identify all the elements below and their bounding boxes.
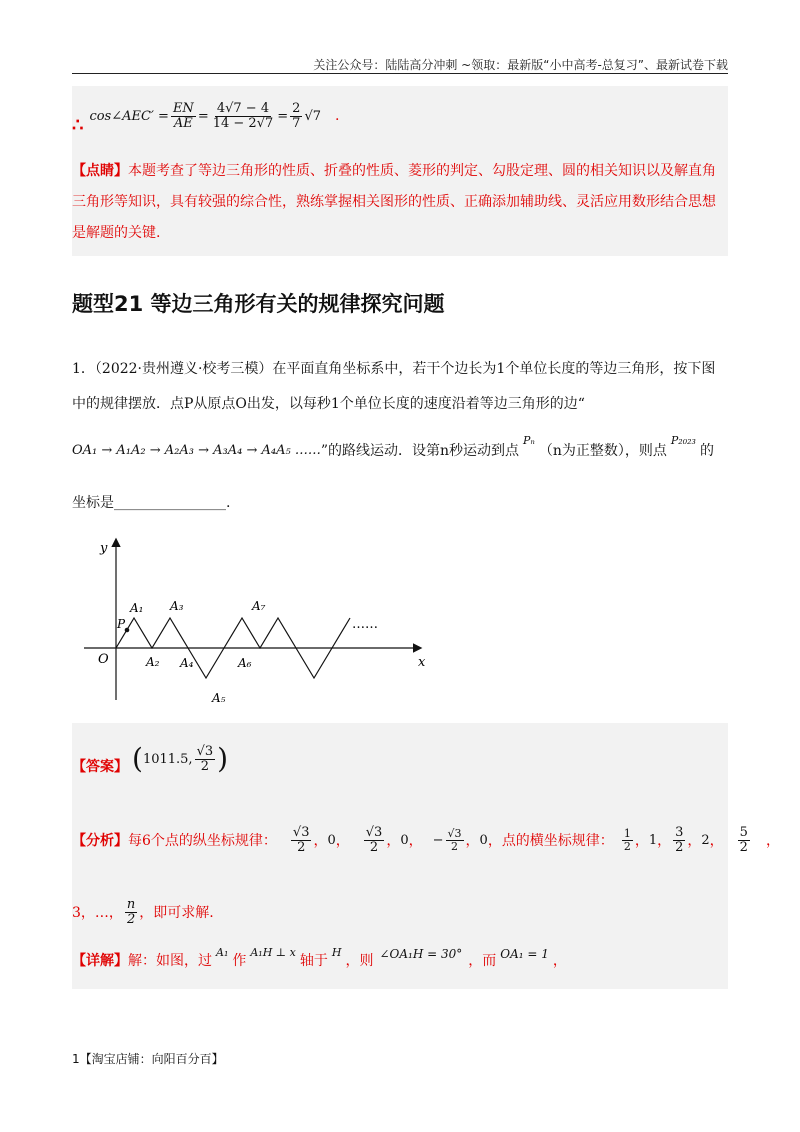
comment-paragraph [72, 156, 728, 249]
origin-label: O [98, 652, 109, 667]
continuation-dots: …… [352, 617, 378, 632]
answer-line: 【答案】 ( 1011.5, $\frac{√3}{2}$ ) [72, 742, 229, 775]
a1-label: A₁ [130, 601, 144, 615]
comment-text: 本题考查了等边三角形的性质、折叠的性质、菱形的判定、勾股定理、圆的相关知识以及解直角三角形等知识，具有较强的综合性，熟练掌握相关图形的性质、正确添加辅助线、灵活应用数形结合思想是解题的关键. [72, 163, 716, 241]
a7-label: A₇ [252, 599, 266, 613]
analysis-tag: 【分析】 [72, 833, 128, 850]
fraction-two-sevenths: $\frac{2}{7}$ [292, 100, 301, 131]
analysis-text-1: 每6个点的纵坐标规律： [128, 833, 277, 850]
page-header: 关注公众号：陆陆高分冲刺 ~领取：最新版“小中高考-总复习”、最新试卷下载 [313, 58, 728, 72]
perpendicular-expression: A₁H ⊥ x [250, 945, 296, 959]
x-axis-label: x [418, 655, 426, 670]
p-label: P [117, 617, 126, 631]
therefore-symbol: ∴ [72, 115, 84, 136]
answer-tag: 【答案】 [72, 759, 128, 775]
problem-line-3 [72, 433, 714, 460]
fraction-value: $\frac{4√7 - 4}{14 - 2√7}$ [212, 100, 274, 131]
cos-equation-line: ∴ cos∠AEC′ = $\frac{EN}{AE}$ = $\frac{4√7 - 4}{14 - 2√7}$ = $\frac{2}{7}$ √7 . [72, 100, 340, 136]
equation-period: . [335, 108, 340, 124]
comment-tag: 【点睛】 [72, 163, 128, 179]
h-symbol: H [331, 945, 342, 959]
detail-line: 【详解】 解：如图，过 A₁ 作 A₁H ⊥ x 轴于 H ，则 ∠OA₁H = 30° ，而 OA₁ = 1 ， [72, 945, 567, 969]
header-divider [72, 73, 728, 74]
problem-line-3-c: 的 [699, 443, 714, 459]
problem-line-3-b: （n为正整数），则点 [538, 443, 667, 459]
answer-blank: ________________ [114, 495, 226, 511]
p2023-symbol: P₂₀₂₃ [670, 433, 696, 447]
y-seq-1: $\frac{√3}{2}$ [292, 825, 310, 855]
problem-line-2: 中的规律摆放．点P从原点O出发，以每秒1个单位长度的速度沿着等边三角形的边“ [72, 396, 585, 412]
x-seq-3: $\frac{3}{2}$ [675, 825, 684, 855]
problem-line-1: 1．（2022·贵州遵义·校考三模）在平面直角坐标系中，若干个边长为1个单位长度的等边三角形，按下图 [72, 361, 716, 377]
problem-line-4: 坐标是________________. [72, 495, 231, 511]
a1-symbol: A₁ [216, 945, 229, 959]
oa1-expression: OA₁ = 1 [500, 947, 549, 961]
section-title: 题型21 等边三角形有关的规律探究问题 [72, 292, 445, 316]
y-seq-5: $\frac{√3}{2}$ [447, 827, 462, 853]
detail-tag: 【详解】 [72, 953, 128, 969]
y-seq-3: $\frac{√3}{2}$ [365, 825, 383, 855]
n-over-2: $\frac{n}{2}$ [126, 897, 136, 927]
sqrt-seven: √7 [304, 108, 321, 124]
analysis-line-2 [72, 898, 214, 926]
point-p [125, 628, 130, 633]
analysis-line-1: 【分析】 每6个点的纵坐标规律： $\frac{√3}{2}$ ， 0 ， $\frac{√3}{2}$ ， 0 ， − $\frac{√3}{2}$ ， 0 ， 点的横坐标规律： $\frac{1}{2}$ ， 1 ， $\frac{3}{2}$ ， 2 ， $\frac{5}{2}$ ， [72, 825, 780, 855]
angle-expression: ∠OA₁H = 30° [379, 947, 463, 961]
a2-label: A₂ [146, 655, 160, 669]
analysis-line-2-b: ，即可求解. [139, 905, 214, 922]
x-seq-5: $\frac{5}{2}$ [739, 825, 748, 855]
x-seq-1: $\frac{1}{2}$ [623, 827, 631, 853]
analysis-text-2: 点的横坐标规律： [501, 833, 614, 850]
pn-symbol: Pₙ [523, 433, 535, 447]
analysis-line-2-a: 3，…， [72, 905, 123, 922]
triangle-pattern-figure [80, 530, 440, 710]
answer-y-fraction: $\frac{√3}{2}$ [196, 743, 214, 774]
page-footer: 1【淘宝店铺：向阳百分百】 [72, 1052, 224, 1066]
path-expression: OA₁ → A₁A₂ → A₂A₃ → A₃A₄ → A₄A₅ …… [72, 442, 321, 458]
problem-line-3-a: ”的路线运动．设第n秒运动到点 [320, 443, 520, 459]
a6-label: A₆ [238, 656, 252, 670]
a5-label: A₅ [212, 691, 226, 705]
answer-x-value: 1011.5, [142, 751, 193, 767]
fraction-en-ae: $\frac{EN}{AE}$ [172, 100, 194, 131]
cos-lhs: cos∠AEC′ = [89, 108, 169, 124]
y-axis-label: y [100, 541, 108, 556]
a4-label: A₄ [180, 656, 194, 670]
a3-label: A₃ [170, 599, 184, 613]
